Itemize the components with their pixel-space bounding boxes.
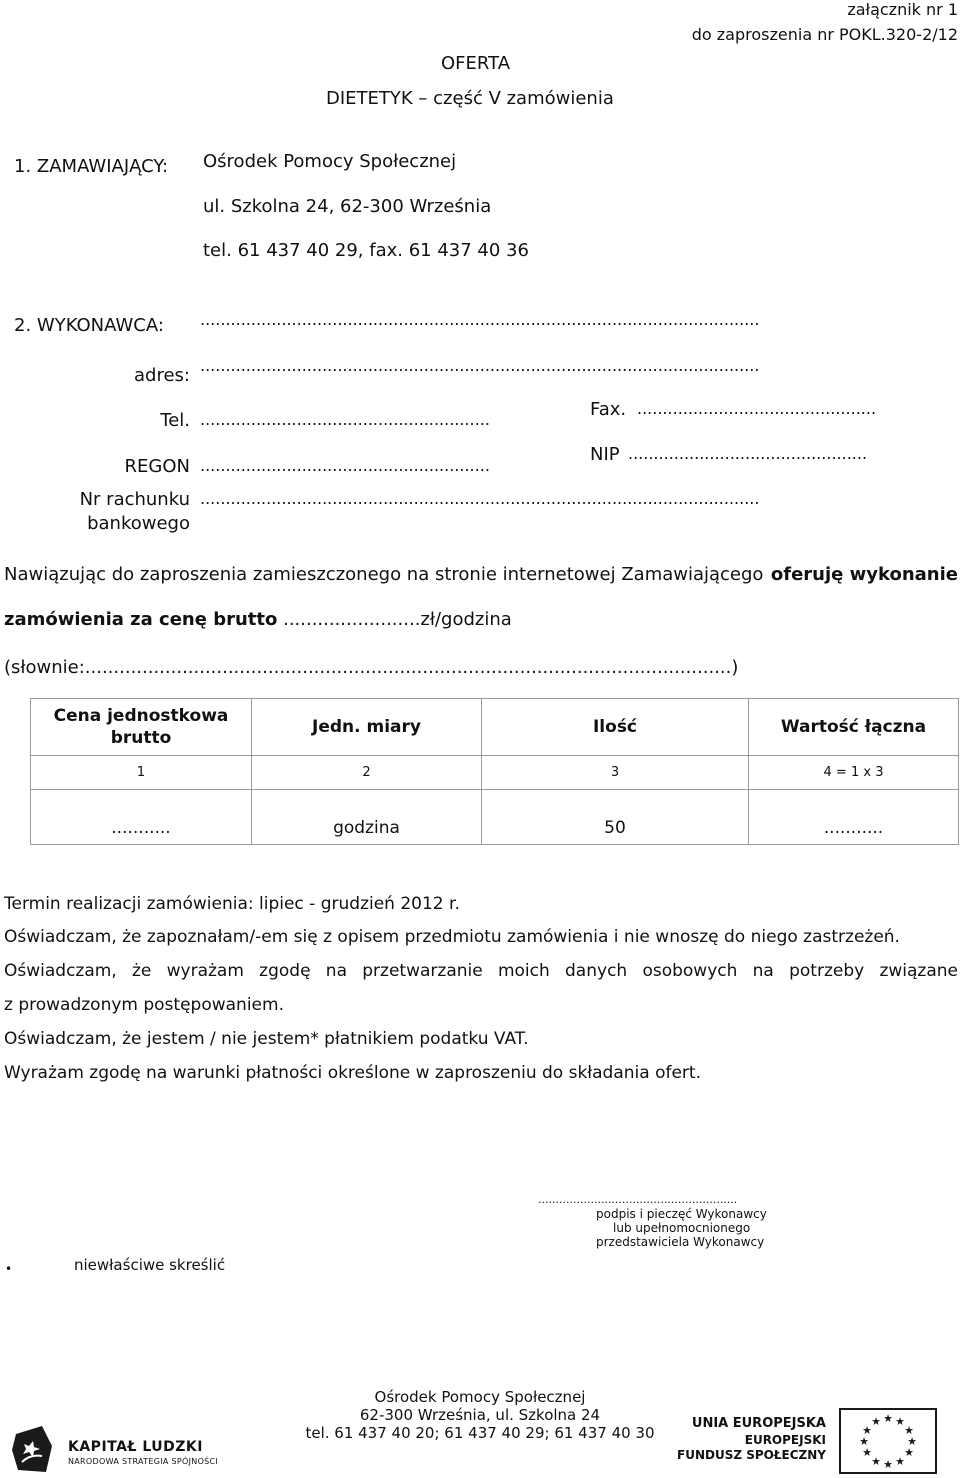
ordering-party-phone: tel. 61 437 40 29, fax. 61 437 40 36 (203, 240, 529, 261)
table-header-unit-price: Cena jednostkowa brutto (30, 698, 252, 756)
table-header-total: Wartość łączna (748, 698, 959, 756)
account-field[interactable]: .............................................................................................................. (200, 489, 760, 508)
table-value-total[interactable]: ........... (748, 789, 959, 845)
table-value-unit: godzina (251, 789, 482, 845)
kapital-ludzki-emblem-icon (12, 1424, 54, 1474)
nip-label: NIP (590, 444, 620, 465)
offer-price-field[interactable]: ........................zł/godzina (283, 609, 512, 630)
term-statement: Termin realizacji zamówienia: lipiec - grudzień 2012 r. (4, 894, 460, 914)
address-field[interactable]: .............................................................................................................. (200, 356, 760, 375)
bullet-icon: • (5, 1262, 13, 1276)
signature-caption-line2: lub upełnomocnionego (613, 1221, 751, 1235)
table-number-4: 4 = 1 x 3 (748, 755, 959, 790)
table-value-unit-price[interactable]: ........... (30, 789, 252, 845)
table-value-quantity: 50 (481, 789, 749, 845)
eu-line-2: EUROPEJSKI (744, 1433, 826, 1447)
table-number-3: 3 (481, 755, 749, 790)
statement-2-line-2: z prowadzonym postępowaniem. (4, 995, 284, 1015)
eu-flag-icon (839, 1408, 937, 1474)
statement-3: Oświadczam, że jestem / nie jestem* płatnikiem podatku VAT. (4, 1029, 529, 1049)
contractor-label: 2. WYKONAWCA: (14, 315, 164, 336)
ordering-party-name: Ośrodek Pomocy Społecznej (203, 151, 457, 172)
offer-line-1-text: Nawiązując do zaproszenia zamieszczonego na stronie internetowej Zamawiającego (4, 564, 764, 585)
kapital-ludzki-logo (12, 1424, 222, 1474)
signature-field[interactable]: ......................................................... (538, 1193, 738, 1206)
account-label-line2: bankowego (87, 513, 190, 534)
attachment-label: załącznik nr 1 (847, 0, 958, 19)
svg-text:★: ★ (862, 1424, 872, 1437)
svg-text:★: ★ (904, 1446, 914, 1459)
address-label: adres: (134, 365, 190, 386)
ordering-party-street: ul. Szkolna 24, 62-300 Września (203, 196, 492, 217)
regon-label: REGON (124, 456, 190, 477)
statement-4: Wyrażam zgodę na warunki płatności określone w zaproszeniu do składania ofert. (4, 1063, 701, 1083)
svg-text:★: ★ (883, 1412, 893, 1425)
fax-label: Fax. (590, 399, 627, 420)
account-label-line1: Nr rachunku (79, 489, 190, 510)
signature-caption-line1: podpis i pieczęć Wykonawcy (596, 1207, 767, 1221)
svg-text:★: ★ (883, 1458, 893, 1471)
signature-caption-line3: przedstawiciela Wykonawcy (596, 1235, 765, 1249)
kapital-ludzki-title: KAPITAŁ LUDZKI (68, 1439, 203, 1455)
svg-text:★: ★ (895, 1415, 905, 1428)
offer-in-words-field[interactable]: (słownie:.................................................................................................................) (4, 657, 739, 678)
invitation-number: do zaproszenia nr POKL.320-2/12 (691, 25, 958, 44)
eu-line-1: UNIA EUROPEJSKA (691, 1416, 826, 1431)
table-number-1: 1 (30, 755, 252, 790)
table-number-2: 2 (251, 755, 482, 790)
svg-text:★: ★ (871, 1415, 881, 1428)
footer-address: 62-300 Września, ul. Szkolna 24 (359, 1406, 601, 1424)
svg-text:★: ★ (907, 1435, 917, 1448)
svg-text:★: ★ (871, 1455, 881, 1468)
svg-text:★: ★ (904, 1424, 914, 1437)
ordering-party-label: 1. ZAMAWIAJĄCY: (14, 156, 169, 177)
svg-text:★: ★ (895, 1455, 905, 1468)
footer-name: Ośrodek Pomocy Społecznej (374, 1388, 586, 1406)
kapital-ludzki-subtitle: NARODOWA STRATEGIA SPÓJNOŚCI (68, 1457, 219, 1466)
tel-field[interactable]: ......................................................... (200, 410, 490, 429)
offer-line-2 (4, 609, 512, 630)
nip-field[interactable]: ............................................... (628, 444, 868, 463)
offer-line-2-bold: zamówienia za cenę brutto (4, 609, 278, 630)
statement-2-line-1: Oświadczam, że wyrażam zgodę na przetwarzanie moich danych osobowych na potrzeby związane (4, 961, 958, 981)
table-header-quantity: Ilość (481, 698, 749, 756)
statement-1: Oświadczam, że zapoznałam/-em się z opisem przedmiotu zamówienia i nie wnoszę do niego zastrzeżeń. (4, 927, 900, 947)
offer-line-1 (4, 564, 958, 585)
document-subtitle: DIETETYK – część V zamówienia (326, 88, 614, 109)
document-title: OFERTA (441, 53, 511, 74)
eu-efs-logo (677, 1408, 940, 1474)
contractor-name-field[interactable]: .............................................................................................................. (200, 310, 760, 329)
offer-line-1-bold: oferuję wykonanie (770, 564, 958, 585)
tel-label: Tel. (160, 410, 190, 431)
table-header-unit: Jedn. miary (251, 698, 482, 756)
fax-field[interactable]: ............................................... (637, 399, 877, 418)
footnote: niewłaściwe skreślić (74, 1256, 226, 1274)
svg-text:★: ★ (859, 1435, 869, 1448)
footer-phones: tel. 61 437 40 20; 61 437 40 29; 61 437 40 30 (305, 1424, 655, 1442)
eu-line-3: FUNDUSZ SPOŁECZNY (677, 1448, 826, 1462)
svg-text:★: ★ (862, 1446, 872, 1459)
regon-field[interactable]: ......................................................... (200, 456, 490, 475)
